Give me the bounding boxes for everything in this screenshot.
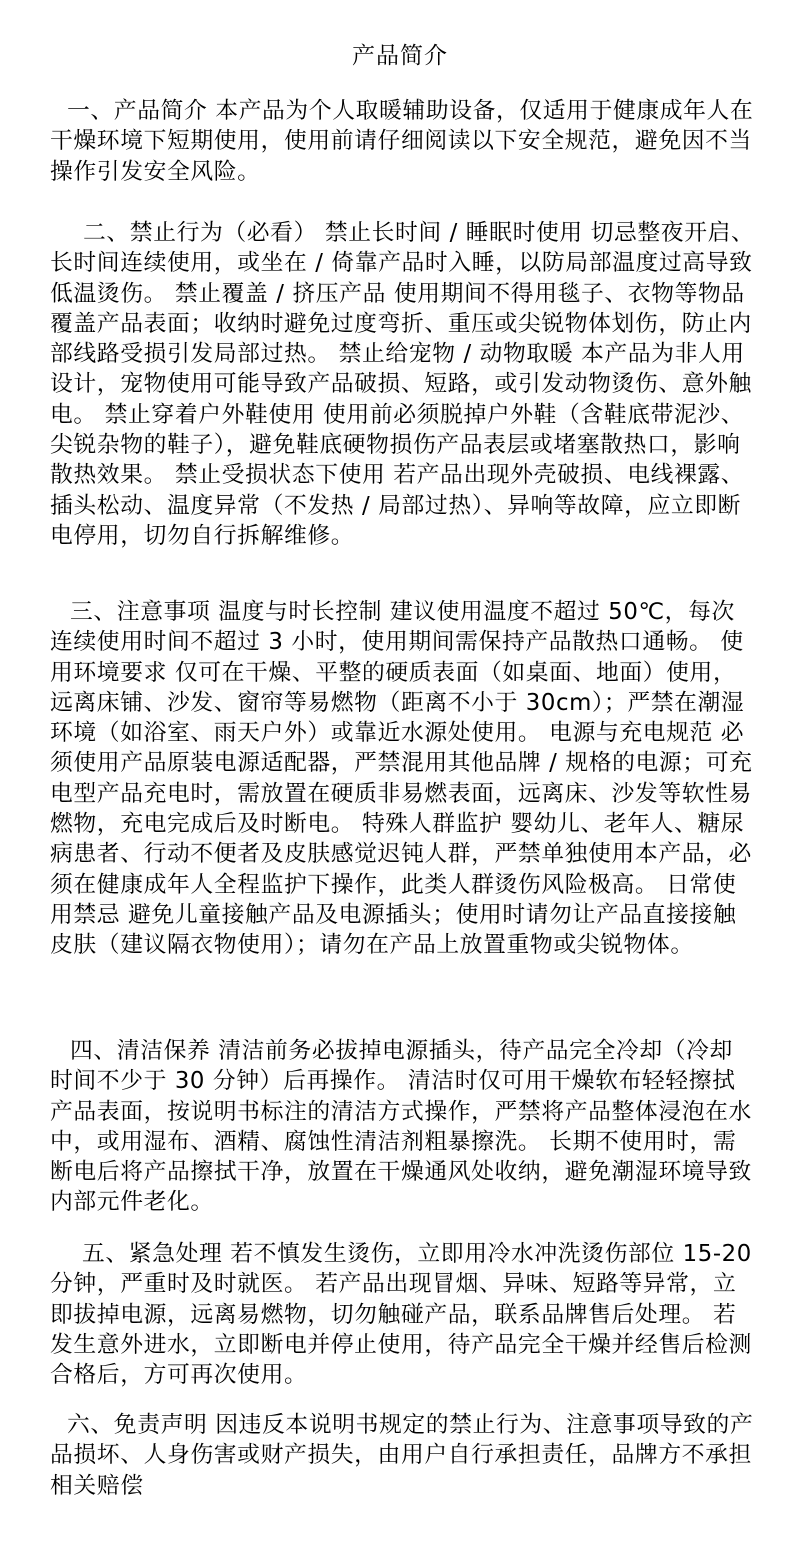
section-cleaning-maintenance: 四、清洁保养 清洁前务必拔掉电源插头，待产品完全冷却（冷却时间不少于 30 分钟）后再操作。 清洁时仅可用干燥软布轻轻擦拭产品表面，按说明书标注的清洁方式操作，严禁将产品整体浸泡在水中，或用湿布、酒精、腐蚀性清洁剂粗暴擦洗。 长期不使用时，需断电后将产品擦拭干净，放置在干燥通风处收纳，避免潮湿环境导致内部元件老化。 <box>50 1038 752 1216</box>
section-prohibited-actions: 二、禁止行为（必看） 禁止长时间 / 睡眠时使用 切忌整夜开启、长时间连续使用，或坐在 / 倚靠产品时入睡，以防局部温度过高导致低温烫伤。 禁止覆盖 / 挤压产品 使用期间不得用毯子、衣物等物品覆盖产品表面；收纳时避免过度弯折、重压或尖锐物体划伤，防止内部线路受损引发局部过热。 禁止给宠物 / 动物取暖 本产品为非人用设计，宠物使用可能导致产品破损、短路，或引发动物烫伤、意外触电。 禁止穿着户外鞋使用 使用前必须脱掉户外鞋（含鞋底带泥沙、尖锐杂物的鞋子），避免鞋底硬物损伤产品表层或堵塞散热口，影响散热效果。 禁止受损状态下使用 若产品出现外壳破损、电线裸露、插头松动、温度异常（不发热 / 局部过热）、异响等故障，应立即断电停用，切勿自行拆解维修。 <box>50 220 755 549</box>
section-precautions: 三、注意事项 温度与时长控制 建议使用温度不超过 50℃，每次连续使用时间不超过 3 小时，使用期间需保持产品散热口通畅。 使用环境要求 仅可在干燥、平整的硬质表面（如桌面、地面）使用，远离床铺、沙发、窗帘等易燃物（距离不小于 30cm）；严禁在潮湿环境（如浴室、雨天户外）或靠近水源处使用。 电源与充电规范 必须使用产品原装电源适配器，严禁混用其他品牌 / 规格的电源；可充电型产品充电时，需放置在硬质非易燃表面，远离床、沙发等软性易燃物，充电完成后及时断电。 特殊人群监护 婴幼儿、老年人、糖尿病患者、行动不便者及皮肤感觉迟钝人群，严禁单独使用本产品，必须在健康成年人全程监护下操作，此类人群烫伤风险极高。 日常使用禁忌 避免儿童接触产品及电源插头；使用时请勿让产品直接接触皮肤（建议隔衣物使用）；请勿在产品上放置重物或尖锐物体。 <box>50 599 753 959</box>
page-title: 产品简介 <box>352 43 448 69</box>
section-product-intro: 一、产品简介 本产品为个人取暖辅助设备，仅适用于健康成年人在干燥环境下短期使用，使用前请仔细阅读以下安全规范，避免因不当操作引发安全风险。 <box>50 98 754 185</box>
section-disclaimer: 六、免责声明 因违反本说明书规定的禁止行为、注意事项导致的产品损坏、人身伤害或财产损失，由用户自行承担责任，品牌方不承担相关赔偿 <box>50 1412 754 1499</box>
section-emergency-handling: 五、紧急处理 若不慎发生烫伤，立即用冷水冲洗烫伤部位 15-20 分钟，严重时及时就医。 若产品出现冒烟、异味、短路等异常，立即拔掉电源，远离易燃物，切勿触碰产品，联系品牌售后处理。 若发生意外进水，立即断电并停止使用，待产品完全干燥并经售后检测合格后，方可再次使用。 <box>50 1241 752 1389</box>
